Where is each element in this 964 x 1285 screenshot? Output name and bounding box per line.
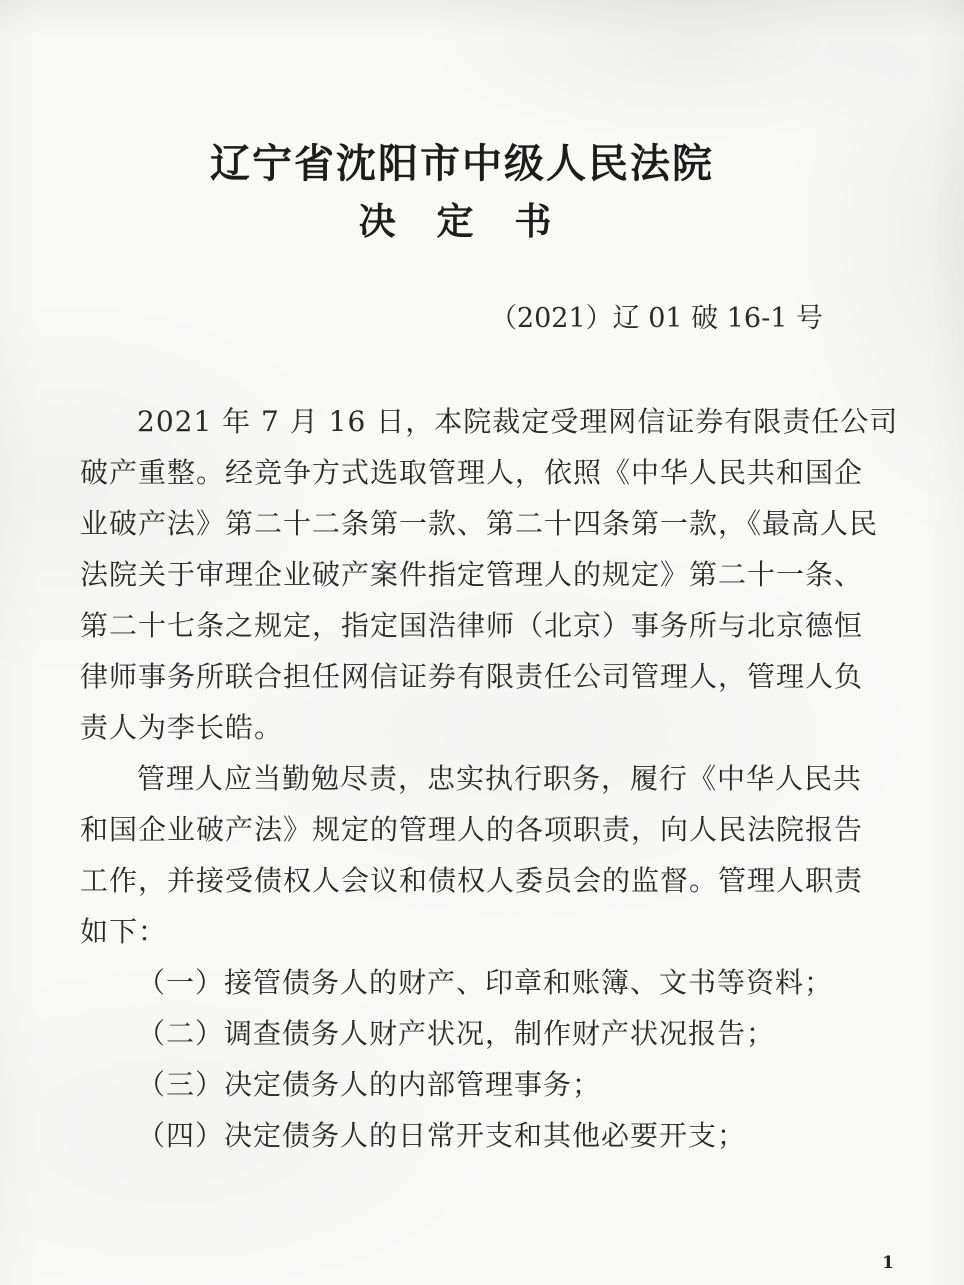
body-line: 第二十七条之规定，指定国浩律师（北京）事务所与北京德恒	[80, 609, 864, 642]
duty-item-1: （一）接管债务人的财产、印章和账簿、文书等资料；	[137, 966, 834, 999]
document-header	[0, 0, 944, 246]
document-body	[0, 396, 964, 1161]
case-number: （2021）辽 01 破 16-1 号	[489, 303, 823, 334]
court-name: 辽宁省沈阳市中级人民法院	[210, 140, 714, 187]
body-line: 管理人应当勤勉尽责，忠实执行职务，履行《中华人民共	[137, 762, 863, 795]
paragraph-duties-intro	[80, 753, 894, 957]
body-line: 工作，并接受债权人会议和债权人委员会的监督。管理人职责	[80, 864, 864, 897]
body-line: 法院关于审理企业破产案件指定管理人的规定》第二十一条、	[80, 558, 864, 591]
duty-item-2: （二）调查债务人财产状况，制作财产状况报告；	[137, 1017, 776, 1050]
body-line: 责人为李长皓。	[80, 711, 284, 744]
paragraph-appointment	[80, 396, 899, 753]
document-title: 决 定 书	[358, 199, 566, 243]
body-line: 2021 年 7 月 16 日，本院裁定受理网信证券有限责任公司	[137, 405, 899, 438]
duties-list	[80, 957, 894, 1161]
body-line: 如下：	[80, 915, 168, 948]
body-line: 破产重整。经竞争方式选取管理人，依照《中华人民共和国企	[80, 456, 864, 489]
duty-item-3: （三）决定债务人的内部管理事务；	[137, 1068, 602, 1101]
body-line: 业破产法》第二十二条第一款、第二十四条第一款，《最高人民	[80, 507, 879, 540]
body-line: 和国企业破产法》规定的管理人的各项职责，向人民法院报告	[80, 813, 864, 846]
duty-item-4: （四）决定债务人的日常开支和其他必要开支；	[137, 1119, 747, 1152]
page-number: 1	[882, 1253, 894, 1273]
body-line: 律师事务所联合担任网信证券有限责任公司管理人，管理人负	[80, 660, 864, 693]
